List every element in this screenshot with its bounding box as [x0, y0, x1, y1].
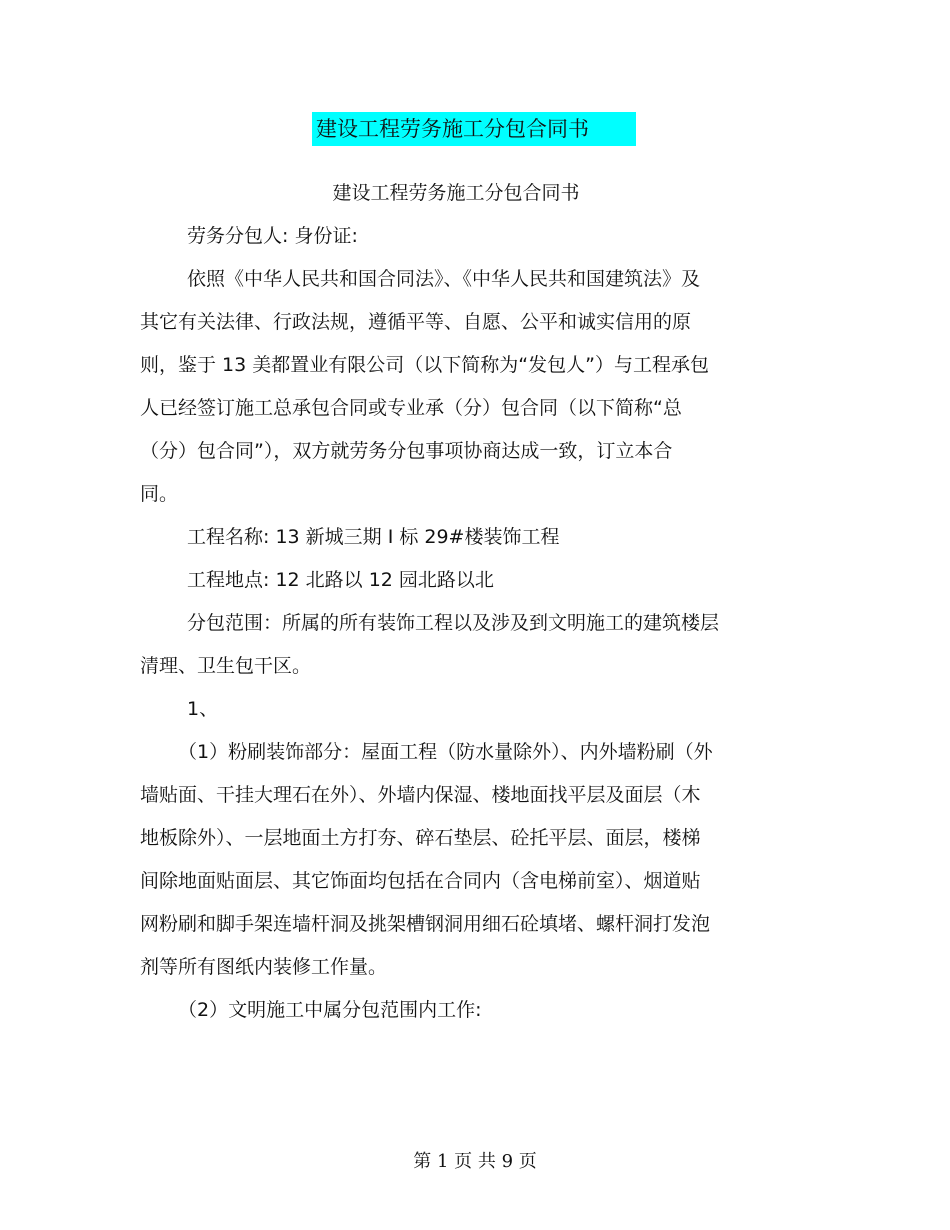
paragraph-basis-line-5: （分）包合同”），双方就劳务分包事项协商达成一致，订立本合	[140, 440, 673, 462]
item-1-line-4: 间除地面贴面层、其它饰面均包括在合同内（含电梯前室）、烟道贴	[140, 870, 701, 892]
section-number-1: 1、	[187, 698, 219, 720]
paragraph-basis-line-3: 则，鉴于 13 美都置业有限公司（以下简称为“发包人”）与工程承包	[140, 354, 709, 376]
scope-line-2: 清理、卫生包干区。	[140, 655, 312, 677]
item-1-line-3: 地板除外）、一层地面土方打夯、碎石垫层、砼托平层、面层，楼梯	[140, 827, 701, 849]
project-location-line: 工程地点: 12 北路以 12 园北路以北	[187, 569, 494, 591]
paragraph-basis-line-2: 其它有关法律、行政法规，遵循平等、自愿、公平和诚实信用的原	[140, 311, 692, 333]
paragraph-basis-line-4: 人已经签订施工总承包合同或专业承（分）包合同（以下简称“总	[140, 397, 682, 419]
document-body	[140, 172, 780, 1032]
item-2-line-1: （2）文明施工中属分包范围内工作:	[178, 999, 482, 1021]
page-footer: 第 1 页 共 9 页	[413, 1151, 537, 1172]
highlighted-title-box	[312, 112, 636, 146]
subcontractor-line: 劳务分包人: 身份证:	[187, 225, 358, 247]
paragraph-basis-line-1: 依照《中华人民共和国合同法》、《中华人民共和国建筑法》及	[187, 268, 701, 290]
paragraph-basis-line-6: 同。	[140, 483, 179, 505]
project-name-line: 工程名称: 13 新城三期 I 标 29#楼装饰工程	[187, 526, 560, 548]
item-1-line-2: 墙贴面、干挂大理石在外）、外墙内保湿、楼地面找平层及面层（木	[140, 784, 701, 806]
item-1-line-5: 网粉刷和脚手架连墙杆洞及挑架槽钢洞用细石砼填堵、螺杆洞打发泡	[140, 913, 711, 935]
item-1-line-6: 剂等所有图纸内装修工作量。	[140, 956, 388, 978]
item-1-line-1: （1）粉刷装饰部分：屋面工程（防水量除外）、内外墙粉刷（外	[178, 741, 713, 763]
document-title: 建设工程劳务施工分包合同书	[316, 117, 589, 141]
scope-line-1: 分包范围：所属的所有装饰工程以及涉及到文明施工的建筑楼层	[187, 612, 720, 634]
document-subtitle: 建设工程劳务施工分包合同书	[332, 182, 580, 204]
